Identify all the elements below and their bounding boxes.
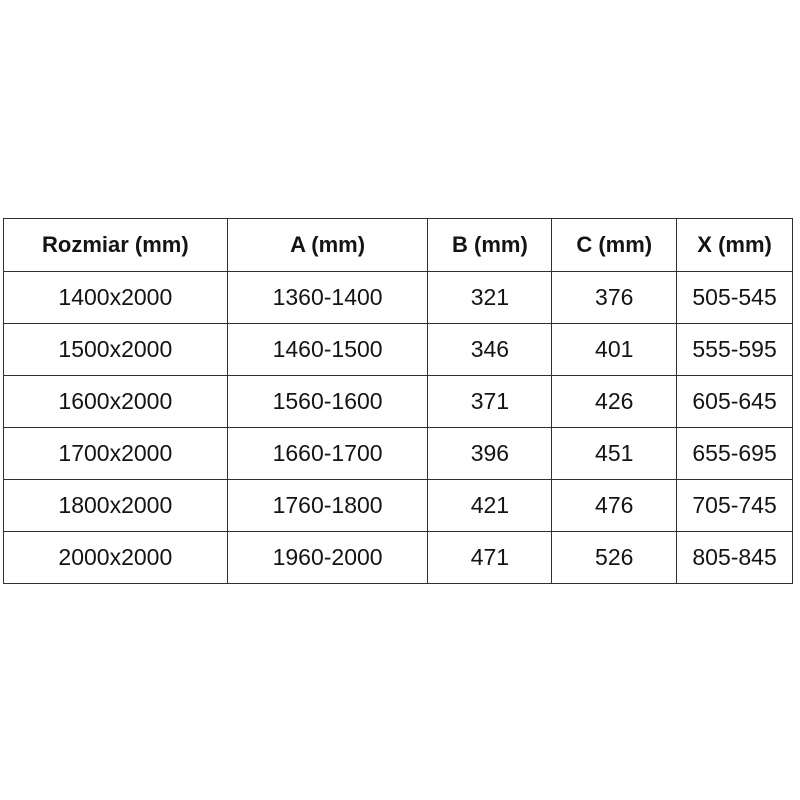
table-cell-a: 1660-1700 — [227, 428, 428, 480]
table-cell-a: 1760-1800 — [227, 480, 428, 532]
table-cell-a: 1560-1600 — [227, 376, 428, 428]
table-cell-c: 426 — [552, 376, 677, 428]
table-row — [4, 428, 793, 480]
table-cell-x: 505-545 — [677, 272, 793, 324]
table-cell-c: 526 — [552, 532, 677, 584]
table-row — [4, 376, 793, 428]
table-cell-x: 555-595 — [677, 324, 793, 376]
table-row — [4, 272, 793, 324]
table-cell-a: 1460-1500 — [227, 324, 428, 376]
table-cell-rozmiar: 2000x2000 — [4, 532, 228, 584]
table-cell-rozmiar: 1800x2000 — [4, 480, 228, 532]
size-table — [3, 218, 793, 584]
table-row — [4, 324, 793, 376]
table-cell-a: 1960-2000 — [227, 532, 428, 584]
header-row — [4, 219, 793, 272]
table-row — [4, 480, 793, 532]
table-cell-x: 805-845 — [677, 532, 793, 584]
table-cell-b: 371 — [428, 376, 552, 428]
table-cell-rozmiar: 1600x2000 — [4, 376, 228, 428]
table-cell-b: 421 — [428, 480, 552, 532]
table-row — [4, 532, 793, 584]
column-header-rozmiar: Rozmiar (mm) — [4, 219, 228, 272]
table-cell-x: 655-695 — [677, 428, 793, 480]
table-cell-b: 321 — [428, 272, 552, 324]
table-cell-c: 476 — [552, 480, 677, 532]
table-cell-x: 705-745 — [677, 480, 793, 532]
column-header-x: X (mm) — [677, 219, 793, 272]
column-header-b: B (mm) — [428, 219, 552, 272]
table-cell-c: 401 — [552, 324, 677, 376]
table-cell-b: 346 — [428, 324, 552, 376]
table-cell-c: 451 — [552, 428, 677, 480]
table-cell-b: 396 — [428, 428, 552, 480]
table-cell-a: 1360-1400 — [227, 272, 428, 324]
table-cell-b: 471 — [428, 532, 552, 584]
table-cell-x: 605-645 — [677, 376, 793, 428]
table-cell-rozmiar: 1400x2000 — [4, 272, 228, 324]
table-cell-rozmiar: 1700x2000 — [4, 428, 228, 480]
column-header-a: A (mm) — [227, 219, 428, 272]
table-cell-c: 376 — [552, 272, 677, 324]
column-header-c: C (mm) — [552, 219, 677, 272]
table-cell-rozmiar: 1500x2000 — [4, 324, 228, 376]
